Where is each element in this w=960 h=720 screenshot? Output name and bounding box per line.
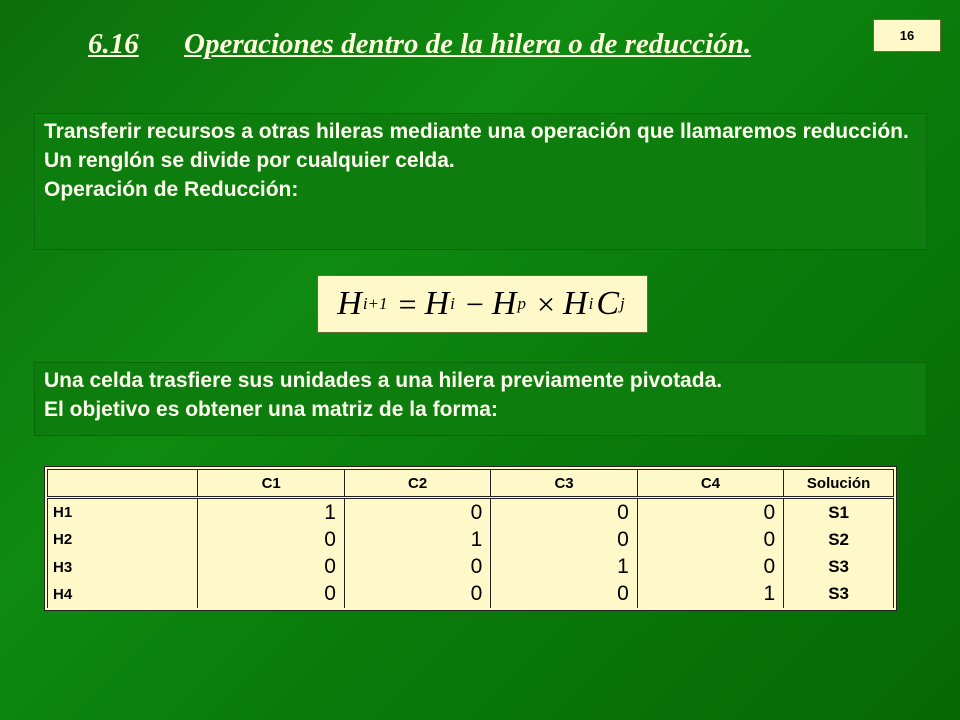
formula-lhs: H <box>337 285 362 322</box>
solution-value: S1 <box>784 498 894 527</box>
header-c4: C4 <box>637 470 783 498</box>
slide-title <box>88 28 751 61</box>
cell-value: 1 <box>198 498 344 527</box>
section-number: 6.16 <box>88 28 139 60</box>
header-c1: C1 <box>198 470 344 498</box>
formula-term2-sub: p <box>517 294 526 313</box>
formula-term3: H <box>563 285 588 322</box>
cell-value: 0 <box>198 581 344 608</box>
cell-value: 0 <box>344 554 490 581</box>
target-matrix <box>44 466 897 611</box>
formula-term1-sub: i <box>450 294 455 313</box>
formula-times: × <box>536 285 556 322</box>
intro-textbox <box>34 113 927 250</box>
solution-value: S3 <box>784 581 894 608</box>
description-textbox <box>34 362 927 436</box>
cell-value: 0 <box>344 581 490 608</box>
cell-value: 0 <box>491 526 637 553</box>
cell-value: 0 <box>637 498 783 527</box>
formula-term2: H <box>491 285 517 322</box>
formula-term3-sub: i <box>588 294 594 313</box>
matrix-header-row <box>48 470 894 498</box>
row-label: H3 <box>48 554 198 581</box>
row-label: H4 <box>48 581 198 608</box>
reduction-formula <box>317 275 648 333</box>
cell-value: 0 <box>344 498 490 527</box>
formula-term1: H <box>424 285 450 322</box>
formula-equals: = <box>398 285 417 322</box>
table-row <box>48 554 894 581</box>
cell-value: 0 <box>491 498 637 527</box>
cell-value: 1 <box>491 554 637 581</box>
intro-line-2: Un renglón se divide por cualquier celda. <box>44 149 455 172</box>
row-label: H1 <box>48 498 198 527</box>
section-title: Operaciones dentro de la hilera o de reducción. <box>184 28 752 60</box>
header-c3: C3 <box>491 470 637 498</box>
table-row <box>48 526 894 553</box>
cell-value: 0 <box>198 526 344 553</box>
solution-value: S2 <box>784 526 894 553</box>
cell-value: 0 <box>637 526 783 553</box>
intro-line-3: Operación de Reducción: <box>44 178 299 201</box>
page-number: 16 <box>873 19 941 52</box>
row-label: H2 <box>48 526 198 553</box>
formula-minus: − <box>465 285 484 322</box>
cell-value: 0 <box>491 581 637 608</box>
header-solution: Solución <box>784 470 894 498</box>
intro-line-1: Transferir recursos a otras hileras mediante una operación que llamaremos reducción. <box>44 120 909 143</box>
header-corner <box>48 470 198 498</box>
formula-term4: C <box>596 285 619 322</box>
formula-lhs-sub: i+1 <box>362 294 388 313</box>
cell-value: 0 <box>198 554 344 581</box>
header-c2: C2 <box>344 470 490 498</box>
description-line-2: El objetivo es obtener una matriz de la forma: <box>44 398 498 421</box>
formula-term4-sub: j <box>620 294 625 313</box>
solution-value: S3 <box>784 554 894 581</box>
cell-value: 1 <box>637 581 783 608</box>
table-row <box>48 498 894 527</box>
table-row <box>48 581 894 608</box>
cell-value: 0 <box>637 554 783 581</box>
description-line-1: Una celda trasfiere sus unidades a una hilera previamente pivotada. <box>44 369 723 392</box>
cell-value: 1 <box>344 526 490 553</box>
matrix-table <box>47 469 894 608</box>
